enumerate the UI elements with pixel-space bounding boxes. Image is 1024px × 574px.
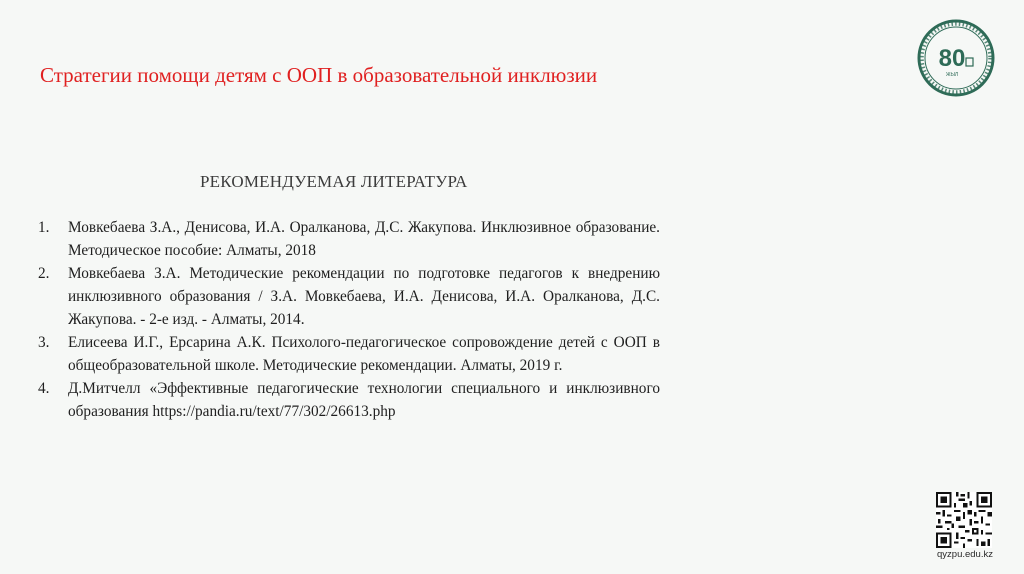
qr-code-icon[interactable]: [936, 492, 992, 548]
reference-item: [38, 216, 660, 262]
reference-text: Д.Митчелл «Эффективные педагогические технологии специального и инклюзивного образования https://pandia.ru/text/77/302/26613.php: [68, 380, 660, 420]
reference-text: Мовкебаева З.А., Денисова, И.А. Оралканова, Д.С. Жакупова. Инклюзивное образование. Методическое пособие: Алматы, 2018: [68, 219, 660, 259]
reference-item: [38, 331, 660, 377]
seal-number: 80: [938, 45, 966, 72]
section-heading: РЕКОМЕНДУЕМАЯ ЛИТЕРАТУРА: [200, 172, 468, 191]
seal-caption: ЖЫЛ: [945, 72, 959, 78]
reference-number: 4.: [38, 380, 50, 397]
reference-item: [38, 377, 660, 423]
reference-item: [38, 262, 660, 331]
reference-text: Мовкебаева З.А. Методические рекомендации по подготовке педагогов к внедрению инклюзивного образования / З.А. Мовкебаева, И.А. Денисова, И.А. Оралканова, Д.С. Жакупова. - 2-е изд. - Алматы, 2014.: [68, 265, 660, 328]
qr-url-label: qyzpu.edu.kz: [937, 549, 993, 560]
reference-list: [38, 216, 660, 423]
reference-number: 1.: [38, 219, 50, 236]
reference-text: Елисеева И.Г., Ерсарина А.К. Психолого-педагогическое сопровождение детей с ООП в общеобразовательной школе. Методические рекомендации. Алматы, 2019 г.: [68, 334, 660, 374]
reference-number: 2.: [38, 265, 50, 282]
anniversary-seal-logo: [916, 18, 996, 98]
slide-title: Стратегии помощи детям с ООП в образовательной инклюзии: [40, 63, 598, 87]
reference-number: 3.: [38, 334, 50, 351]
